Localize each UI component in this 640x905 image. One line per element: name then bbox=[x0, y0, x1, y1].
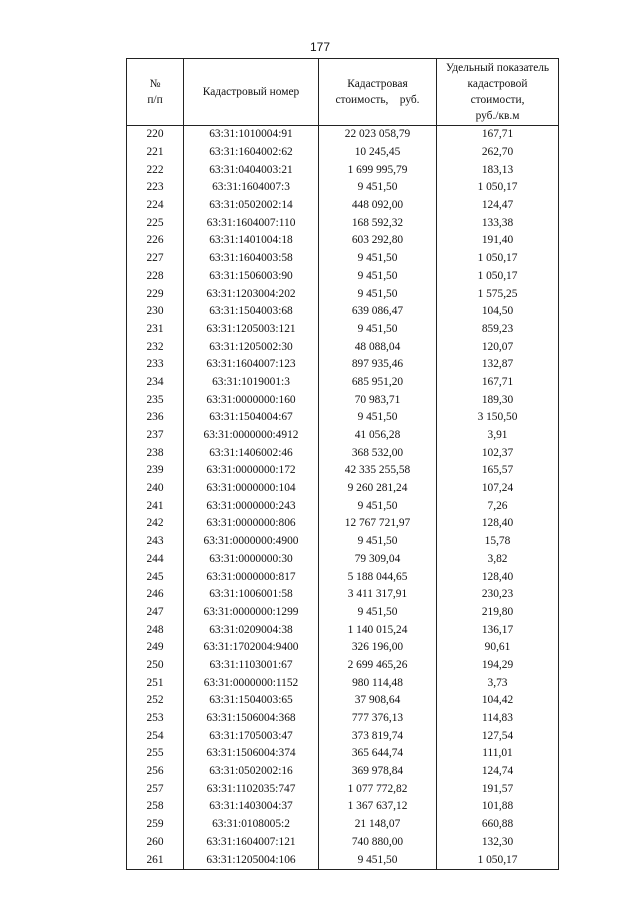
cadastral-cost-cell: 42 335 255,58 bbox=[319, 462, 437, 480]
cadastral-cost-cell: 12 767 721,97 bbox=[319, 515, 437, 533]
cadastral-cost-cell: 37 908,64 bbox=[319, 692, 437, 710]
table-row bbox=[127, 780, 559, 798]
row-number-cell: 229 bbox=[127, 285, 184, 303]
row-number-cell: 258 bbox=[127, 798, 184, 816]
table-row bbox=[127, 161, 559, 179]
table-row bbox=[127, 303, 559, 321]
cadastral-cost-cell: 9 451,50 bbox=[319, 497, 437, 515]
header-indicator-line: Удельный показатель bbox=[445, 62, 550, 74]
table-row bbox=[127, 126, 559, 144]
unit-indicator-cell: 120,07 bbox=[437, 338, 559, 356]
cadastral-cost-cell: 3 411 317,91 bbox=[319, 586, 437, 604]
table-row bbox=[127, 214, 559, 232]
unit-indicator-cell: 1 575,25 bbox=[437, 285, 559, 303]
table-row bbox=[127, 427, 559, 445]
cadastral-number-cell: 63:31:1401004:18 bbox=[184, 232, 319, 250]
unit-indicator-cell: 128,40 bbox=[437, 568, 559, 586]
cadastral-number-cell: 63:31:0000000:4900 bbox=[184, 533, 319, 551]
row-number-cell: 254 bbox=[127, 727, 184, 745]
unit-indicator-cell: 133,38 bbox=[437, 214, 559, 232]
header-num bbox=[127, 59, 184, 126]
unit-indicator-cell: 124,47 bbox=[437, 197, 559, 215]
row-number-cell: 230 bbox=[127, 303, 184, 321]
cadastral-cost-cell: 21 148,07 bbox=[319, 816, 437, 834]
cadastral-cost-cell: 9 451,50 bbox=[319, 321, 437, 339]
table-row bbox=[127, 250, 559, 268]
table-row bbox=[127, 232, 559, 250]
cadastral-table bbox=[126, 58, 559, 870]
table-row bbox=[127, 710, 559, 728]
cadastral-number-cell: 63:31:1019001:3 bbox=[184, 374, 319, 392]
table-row bbox=[127, 851, 559, 869]
cadastral-cost-cell: 897 935,46 bbox=[319, 356, 437, 374]
row-number-cell: 221 bbox=[127, 144, 184, 162]
cadastral-cost-cell: 1 077 772,82 bbox=[319, 780, 437, 798]
row-number-cell: 226 bbox=[127, 232, 184, 250]
table-row bbox=[127, 657, 559, 675]
row-number-cell: 253 bbox=[127, 710, 184, 728]
table-row bbox=[127, 480, 559, 498]
row-number-cell: 236 bbox=[127, 409, 184, 427]
unit-indicator-cell: 128,40 bbox=[437, 515, 559, 533]
table-row bbox=[127, 497, 559, 515]
unit-indicator-cell: 189,30 bbox=[437, 391, 559, 409]
cadastral-number-cell: 63:31:1604007:110 bbox=[184, 214, 319, 232]
cadastral-cost-cell: 1 140 015,24 bbox=[319, 621, 437, 639]
unit-indicator-cell: 262,70 bbox=[437, 144, 559, 162]
row-number-cell: 257 bbox=[127, 780, 184, 798]
cadastral-number-cell: 63:31:0209004:38 bbox=[184, 621, 319, 639]
table-row bbox=[127, 285, 559, 303]
cadastral-cost-cell: 168 592,32 bbox=[319, 214, 437, 232]
table-row bbox=[127, 568, 559, 586]
row-number-cell: 241 bbox=[127, 497, 184, 515]
table-row bbox=[127, 179, 559, 197]
table-row bbox=[127, 409, 559, 427]
cadastral-cost-cell: 9 451,50 bbox=[319, 533, 437, 551]
cadastral-number-cell: 63:31:1702004:9400 bbox=[184, 639, 319, 657]
header-cost bbox=[319, 59, 437, 126]
cadastral-number-cell: 63:31:0000000:172 bbox=[184, 462, 319, 480]
unit-indicator-cell: 104,42 bbox=[437, 692, 559, 710]
cadastral-number-cell: 63:31:1010004:91 bbox=[184, 126, 319, 144]
row-number-cell: 261 bbox=[127, 851, 184, 869]
row-number-cell: 245 bbox=[127, 568, 184, 586]
table-row bbox=[127, 515, 559, 533]
table-row bbox=[127, 834, 559, 852]
unit-indicator-cell: 7,26 bbox=[437, 497, 559, 515]
cadastral-cost-cell: 9 451,50 bbox=[319, 604, 437, 622]
cadastral-number-cell: 63:31:0000000:160 bbox=[184, 391, 319, 409]
cadastral-cost-cell: 10 245,45 bbox=[319, 144, 437, 162]
row-number-cell: 235 bbox=[127, 391, 184, 409]
table-row bbox=[127, 692, 559, 710]
cadastral-number-cell: 63:31:0000000:1299 bbox=[184, 604, 319, 622]
row-number-cell: 232 bbox=[127, 338, 184, 356]
table-row bbox=[127, 391, 559, 409]
unit-indicator-cell: 167,71 bbox=[437, 374, 559, 392]
row-number-cell: 259 bbox=[127, 816, 184, 834]
cadastral-number-cell: 63:31:0502002:14 bbox=[184, 197, 319, 215]
cadastral-number-cell: 63:31:1604007:121 bbox=[184, 834, 319, 852]
table-row bbox=[127, 144, 559, 162]
unit-indicator-cell: 3,82 bbox=[437, 551, 559, 569]
cadastral-cost-cell: 369 978,84 bbox=[319, 763, 437, 781]
row-number-cell: 225 bbox=[127, 214, 184, 232]
row-number-cell: 234 bbox=[127, 374, 184, 392]
cadastral-number-cell: 63:31:1604007:3 bbox=[184, 179, 319, 197]
cadastral-number-cell: 63:31:1403004:37 bbox=[184, 798, 319, 816]
row-number-cell: 256 bbox=[127, 763, 184, 781]
cadastral-number-cell: 63:31:1504003:68 bbox=[184, 303, 319, 321]
row-number-cell: 242 bbox=[127, 515, 184, 533]
unit-indicator-cell: 191,40 bbox=[437, 232, 559, 250]
row-number-cell: 244 bbox=[127, 551, 184, 569]
unit-indicator-cell: 1 050,17 bbox=[437, 179, 559, 197]
cadastral-number-cell: 63:31:0000000:806 bbox=[184, 515, 319, 533]
table-row bbox=[127, 197, 559, 215]
cadastral-cost-cell: 639 086,47 bbox=[319, 303, 437, 321]
unit-indicator-cell: 3 150,50 bbox=[437, 409, 559, 427]
cadastral-number-cell: 63:31:0000000:30 bbox=[184, 551, 319, 569]
table-row bbox=[127, 321, 559, 339]
table-row bbox=[127, 763, 559, 781]
cadastral-number-cell: 63:31:1504004:67 bbox=[184, 409, 319, 427]
unit-indicator-cell: 132,30 bbox=[437, 834, 559, 852]
table-row bbox=[127, 745, 559, 763]
table-row bbox=[127, 727, 559, 745]
header-cadastral-number: Кадастровый номер bbox=[184, 59, 319, 126]
cadastral-number-cell: 63:31:0000000:4912 bbox=[184, 427, 319, 445]
table-row bbox=[127, 621, 559, 639]
row-number-cell: 250 bbox=[127, 657, 184, 675]
cadastral-cost-cell: 48 088,04 bbox=[319, 338, 437, 356]
cadastral-cost-cell: 1 699 995,79 bbox=[319, 161, 437, 179]
cadastral-number-cell: 63:31:0000000:104 bbox=[184, 480, 319, 498]
row-number-cell: 246 bbox=[127, 586, 184, 604]
row-number-cell: 238 bbox=[127, 444, 184, 462]
cadastral-number-cell: 63:31:0000000:1152 bbox=[184, 674, 319, 692]
cadastral-number-cell: 63:31:1205002:30 bbox=[184, 338, 319, 356]
cadastral-number-cell: 63:31:0108005:2 bbox=[184, 816, 319, 834]
table-row bbox=[127, 816, 559, 834]
unit-indicator-cell: 1 050,17 bbox=[437, 268, 559, 286]
unit-indicator-cell: 104,50 bbox=[437, 303, 559, 321]
cadastral-number-cell: 63:31:0502002:16 bbox=[184, 763, 319, 781]
row-number-cell: 231 bbox=[127, 321, 184, 339]
row-number-cell: 237 bbox=[127, 427, 184, 445]
unit-indicator-cell: 165,57 bbox=[437, 462, 559, 480]
row-number-cell: 252 bbox=[127, 692, 184, 710]
row-number-cell: 222 bbox=[127, 161, 184, 179]
row-number-cell: 233 bbox=[127, 356, 184, 374]
cadastral-number-cell: 63:31:1506004:374 bbox=[184, 745, 319, 763]
table-body bbox=[127, 126, 559, 870]
row-number-cell: 223 bbox=[127, 179, 184, 197]
unit-indicator-cell: 114,83 bbox=[437, 710, 559, 728]
unit-indicator-cell: 124,74 bbox=[437, 763, 559, 781]
cadastral-number-cell: 63:31:1205004:106 bbox=[184, 851, 319, 869]
cadastral-number-cell: 63:31:1203004:202 bbox=[184, 285, 319, 303]
cadastral-number-cell: 63:31:1103001:67 bbox=[184, 657, 319, 675]
header-cost-line: стоимость, руб. bbox=[335, 94, 420, 106]
unit-indicator-cell: 15,78 bbox=[437, 533, 559, 551]
table-row bbox=[127, 268, 559, 286]
cadastral-number-cell: 63:31:1604007:123 bbox=[184, 356, 319, 374]
table-row bbox=[127, 533, 559, 551]
header-indicator-line: руб./кв.м bbox=[475, 110, 520, 122]
cadastral-cost-cell: 603 292,80 bbox=[319, 232, 437, 250]
unit-indicator-cell: 859,23 bbox=[437, 321, 559, 339]
cadastral-number-cell: 63:31:1705003:47 bbox=[184, 727, 319, 745]
unit-indicator-cell: 183,13 bbox=[437, 161, 559, 179]
cadastral-cost-cell: 9 260 281,24 bbox=[319, 480, 437, 498]
row-number-cell: 227 bbox=[127, 250, 184, 268]
cadastral-cost-cell: 373 819,74 bbox=[319, 727, 437, 745]
cadastral-number-cell: 63:31:1604003:58 bbox=[184, 250, 319, 268]
table-row bbox=[127, 798, 559, 816]
unit-indicator-cell: 191,57 bbox=[437, 780, 559, 798]
row-number-cell: 247 bbox=[127, 604, 184, 622]
cadastral-number-cell: 63:31:1604002:62 bbox=[184, 144, 319, 162]
table-row bbox=[127, 586, 559, 604]
cadastral-cost-cell: 9 451,50 bbox=[319, 268, 437, 286]
row-number-cell: 260 bbox=[127, 834, 184, 852]
cadastral-cost-cell: 685 951,20 bbox=[319, 374, 437, 392]
page-number: 177 bbox=[309, 40, 331, 54]
table-row bbox=[127, 338, 559, 356]
cadastral-number-cell: 63:31:1406002:46 bbox=[184, 444, 319, 462]
header-num-line: № bbox=[149, 78, 161, 90]
table-row bbox=[127, 444, 559, 462]
table-row bbox=[127, 639, 559, 657]
unit-indicator-cell: 107,24 bbox=[437, 480, 559, 498]
unit-indicator-cell: 111,01 bbox=[437, 745, 559, 763]
table-row bbox=[127, 674, 559, 692]
unit-indicator-cell: 660,88 bbox=[437, 816, 559, 834]
cadastral-cost-cell: 9 451,50 bbox=[319, 409, 437, 427]
cadastral-cost-cell: 9 451,50 bbox=[319, 179, 437, 197]
row-number-cell: 240 bbox=[127, 480, 184, 498]
cadastral-cost-cell: 1 367 637,12 bbox=[319, 798, 437, 816]
table-row bbox=[127, 551, 559, 569]
header-num-line: п/п bbox=[147, 94, 163, 106]
unit-indicator-cell: 3,91 bbox=[437, 427, 559, 445]
cadastral-number-cell: 63:31:0000000:243 bbox=[184, 497, 319, 515]
table-row bbox=[127, 356, 559, 374]
cadastral-cost-cell: 365 644,74 bbox=[319, 745, 437, 763]
table-row bbox=[127, 374, 559, 392]
cadastral-cost-cell: 777 376,13 bbox=[319, 710, 437, 728]
unit-indicator-cell: 3,73 bbox=[437, 674, 559, 692]
cadastral-cost-cell: 326 196,00 bbox=[319, 639, 437, 657]
cadastral-cost-cell: 41 056,28 bbox=[319, 427, 437, 445]
unit-indicator-cell: 136,17 bbox=[437, 621, 559, 639]
unit-indicator-cell: 219,80 bbox=[437, 604, 559, 622]
row-number-cell: 220 bbox=[127, 126, 184, 144]
unit-indicator-cell: 127,54 bbox=[437, 727, 559, 745]
unit-indicator-cell: 1 050,17 bbox=[437, 250, 559, 268]
table-row bbox=[127, 462, 559, 480]
cadastral-cost-cell: 2 699 465,26 bbox=[319, 657, 437, 675]
cadastral-cost-cell: 9 451,50 bbox=[319, 851, 437, 869]
unit-indicator-cell: 90,61 bbox=[437, 639, 559, 657]
cadastral-number-cell: 63:31:0000000:817 bbox=[184, 568, 319, 586]
header-indicator-line: стоимости, bbox=[470, 94, 525, 106]
cadastral-number-cell: 63:31:1506003:90 bbox=[184, 268, 319, 286]
row-number-cell: 251 bbox=[127, 674, 184, 692]
header-cost-line: Кадастровая bbox=[347, 78, 408, 90]
cadastral-cost-cell: 70 983,71 bbox=[319, 391, 437, 409]
row-number-cell: 255 bbox=[127, 745, 184, 763]
header-indicator-line: кадастровой bbox=[467, 78, 528, 90]
unit-indicator-cell: 230,23 bbox=[437, 586, 559, 604]
cadastral-number-cell: 63:31:1102035:747 bbox=[184, 780, 319, 798]
cadastral-cost-cell: 5 188 044,65 bbox=[319, 568, 437, 586]
cadastral-cost-cell: 448 092,00 bbox=[319, 197, 437, 215]
cadastral-cost-cell: 980 114,48 bbox=[319, 674, 437, 692]
cadastral-number-cell: 63:31:1006001:58 bbox=[184, 586, 319, 604]
cadastral-cost-cell: 368 532,00 bbox=[319, 444, 437, 462]
cadastral-cost-cell: 9 451,50 bbox=[319, 250, 437, 268]
row-number-cell: 248 bbox=[127, 621, 184, 639]
unit-indicator-cell: 1 050,17 bbox=[437, 851, 559, 869]
cadastral-number-cell: 63:31:1506004:368 bbox=[184, 710, 319, 728]
table-header-row bbox=[127, 59, 559, 126]
row-number-cell: 228 bbox=[127, 268, 184, 286]
row-number-cell: 239 bbox=[127, 462, 184, 480]
unit-indicator-cell: 132,87 bbox=[437, 356, 559, 374]
unit-indicator-cell: 101,88 bbox=[437, 798, 559, 816]
row-number-cell: 249 bbox=[127, 639, 184, 657]
cadastral-number-cell: 63:31:1504003:65 bbox=[184, 692, 319, 710]
cadastral-cost-cell: 9 451,50 bbox=[319, 285, 437, 303]
cadastral-cost-cell: 79 309,04 bbox=[319, 551, 437, 569]
cadastral-number-cell: 63:31:1205003:121 bbox=[184, 321, 319, 339]
table-row bbox=[127, 604, 559, 622]
unit-indicator-cell: 194,29 bbox=[437, 657, 559, 675]
unit-indicator-cell: 102,37 bbox=[437, 444, 559, 462]
unit-indicator-cell: 167,71 bbox=[437, 126, 559, 144]
row-number-cell: 224 bbox=[127, 197, 184, 215]
cadastral-cost-cell: 22 023 058,79 bbox=[319, 126, 437, 144]
row-number-cell: 243 bbox=[127, 533, 184, 551]
header-indicator bbox=[437, 59, 559, 126]
cadastral-number-cell: 63:31:0404003:21 bbox=[184, 161, 319, 179]
cadastral-cost-cell: 740 880,00 bbox=[319, 834, 437, 852]
